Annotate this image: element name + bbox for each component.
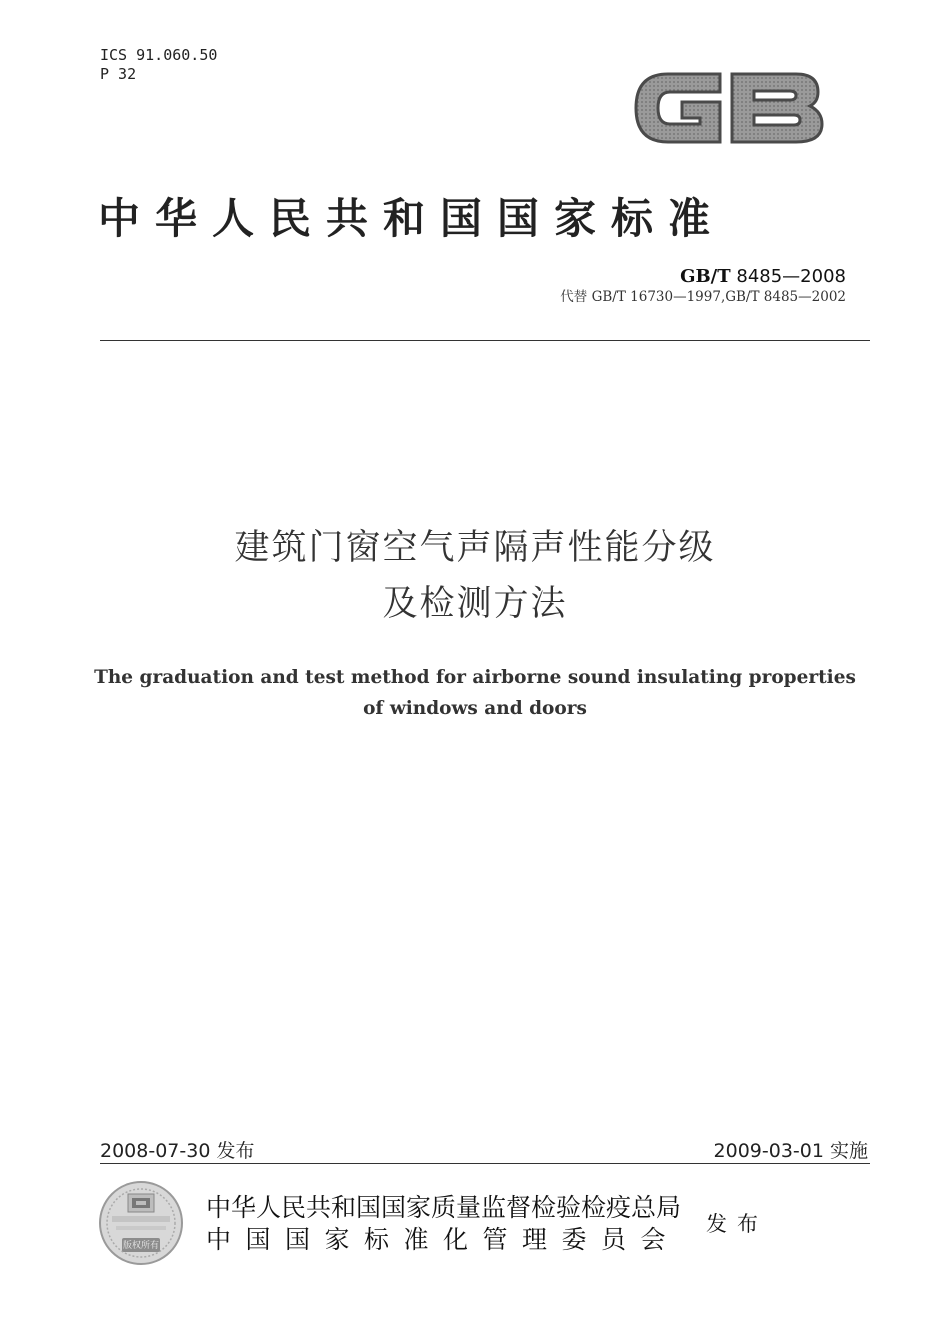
english-title bbox=[0, 662, 950, 724]
category-code: P 32 bbox=[100, 65, 137, 83]
seal-label: 版权所有 bbox=[122, 1241, 160, 1251]
issue-date: 2008-07-30 发布 bbox=[100, 1140, 255, 1162]
ics-classification bbox=[100, 46, 217, 84]
implementation-date: 2009-03-01 实施 bbox=[713, 1140, 868, 1162]
footer-divider bbox=[100, 1163, 870, 1164]
english-title-line-1: The graduation and test method for airborne sound insulating properties bbox=[94, 667, 856, 688]
english-title-line-2: of windows and doors bbox=[363, 698, 587, 719]
chinese-title-line-2: 及检测方法 bbox=[382, 584, 568, 624]
gb-logo-text: GB bbox=[628, 60, 630, 61]
standard-code-number: 8485—2008 bbox=[736, 266, 846, 287]
replaces-standards: 代替 GB/T 16730—1997,GB/T 8485—2002 bbox=[560, 289, 846, 305]
publish-label: 发布 bbox=[706, 1212, 768, 1236]
standard-code-block bbox=[560, 266, 846, 306]
seal-icon bbox=[98, 1180, 184, 1266]
issuing-authorities bbox=[206, 1192, 681, 1256]
header-divider bbox=[100, 340, 870, 341]
chinese-title-line-1: 建筑门窗空气声隔声性能分级 bbox=[234, 528, 716, 568]
national-standard-title: 中华人民共和国国家标准 bbox=[98, 194, 726, 243]
issuer-line-1: 中华人民共和国国家质量监督检验检疫总局 bbox=[206, 1193, 682, 1222]
gb-logo bbox=[628, 60, 828, 156]
standard-code bbox=[560, 266, 846, 288]
standard-code-prefix: GB/T bbox=[680, 266, 731, 287]
ics-code: ICS 91.060.50 bbox=[100, 46, 218, 64]
issuer-line-2: 中国国家标准化管理委员会 bbox=[206, 1225, 681, 1254]
chinese-title bbox=[0, 520, 950, 632]
